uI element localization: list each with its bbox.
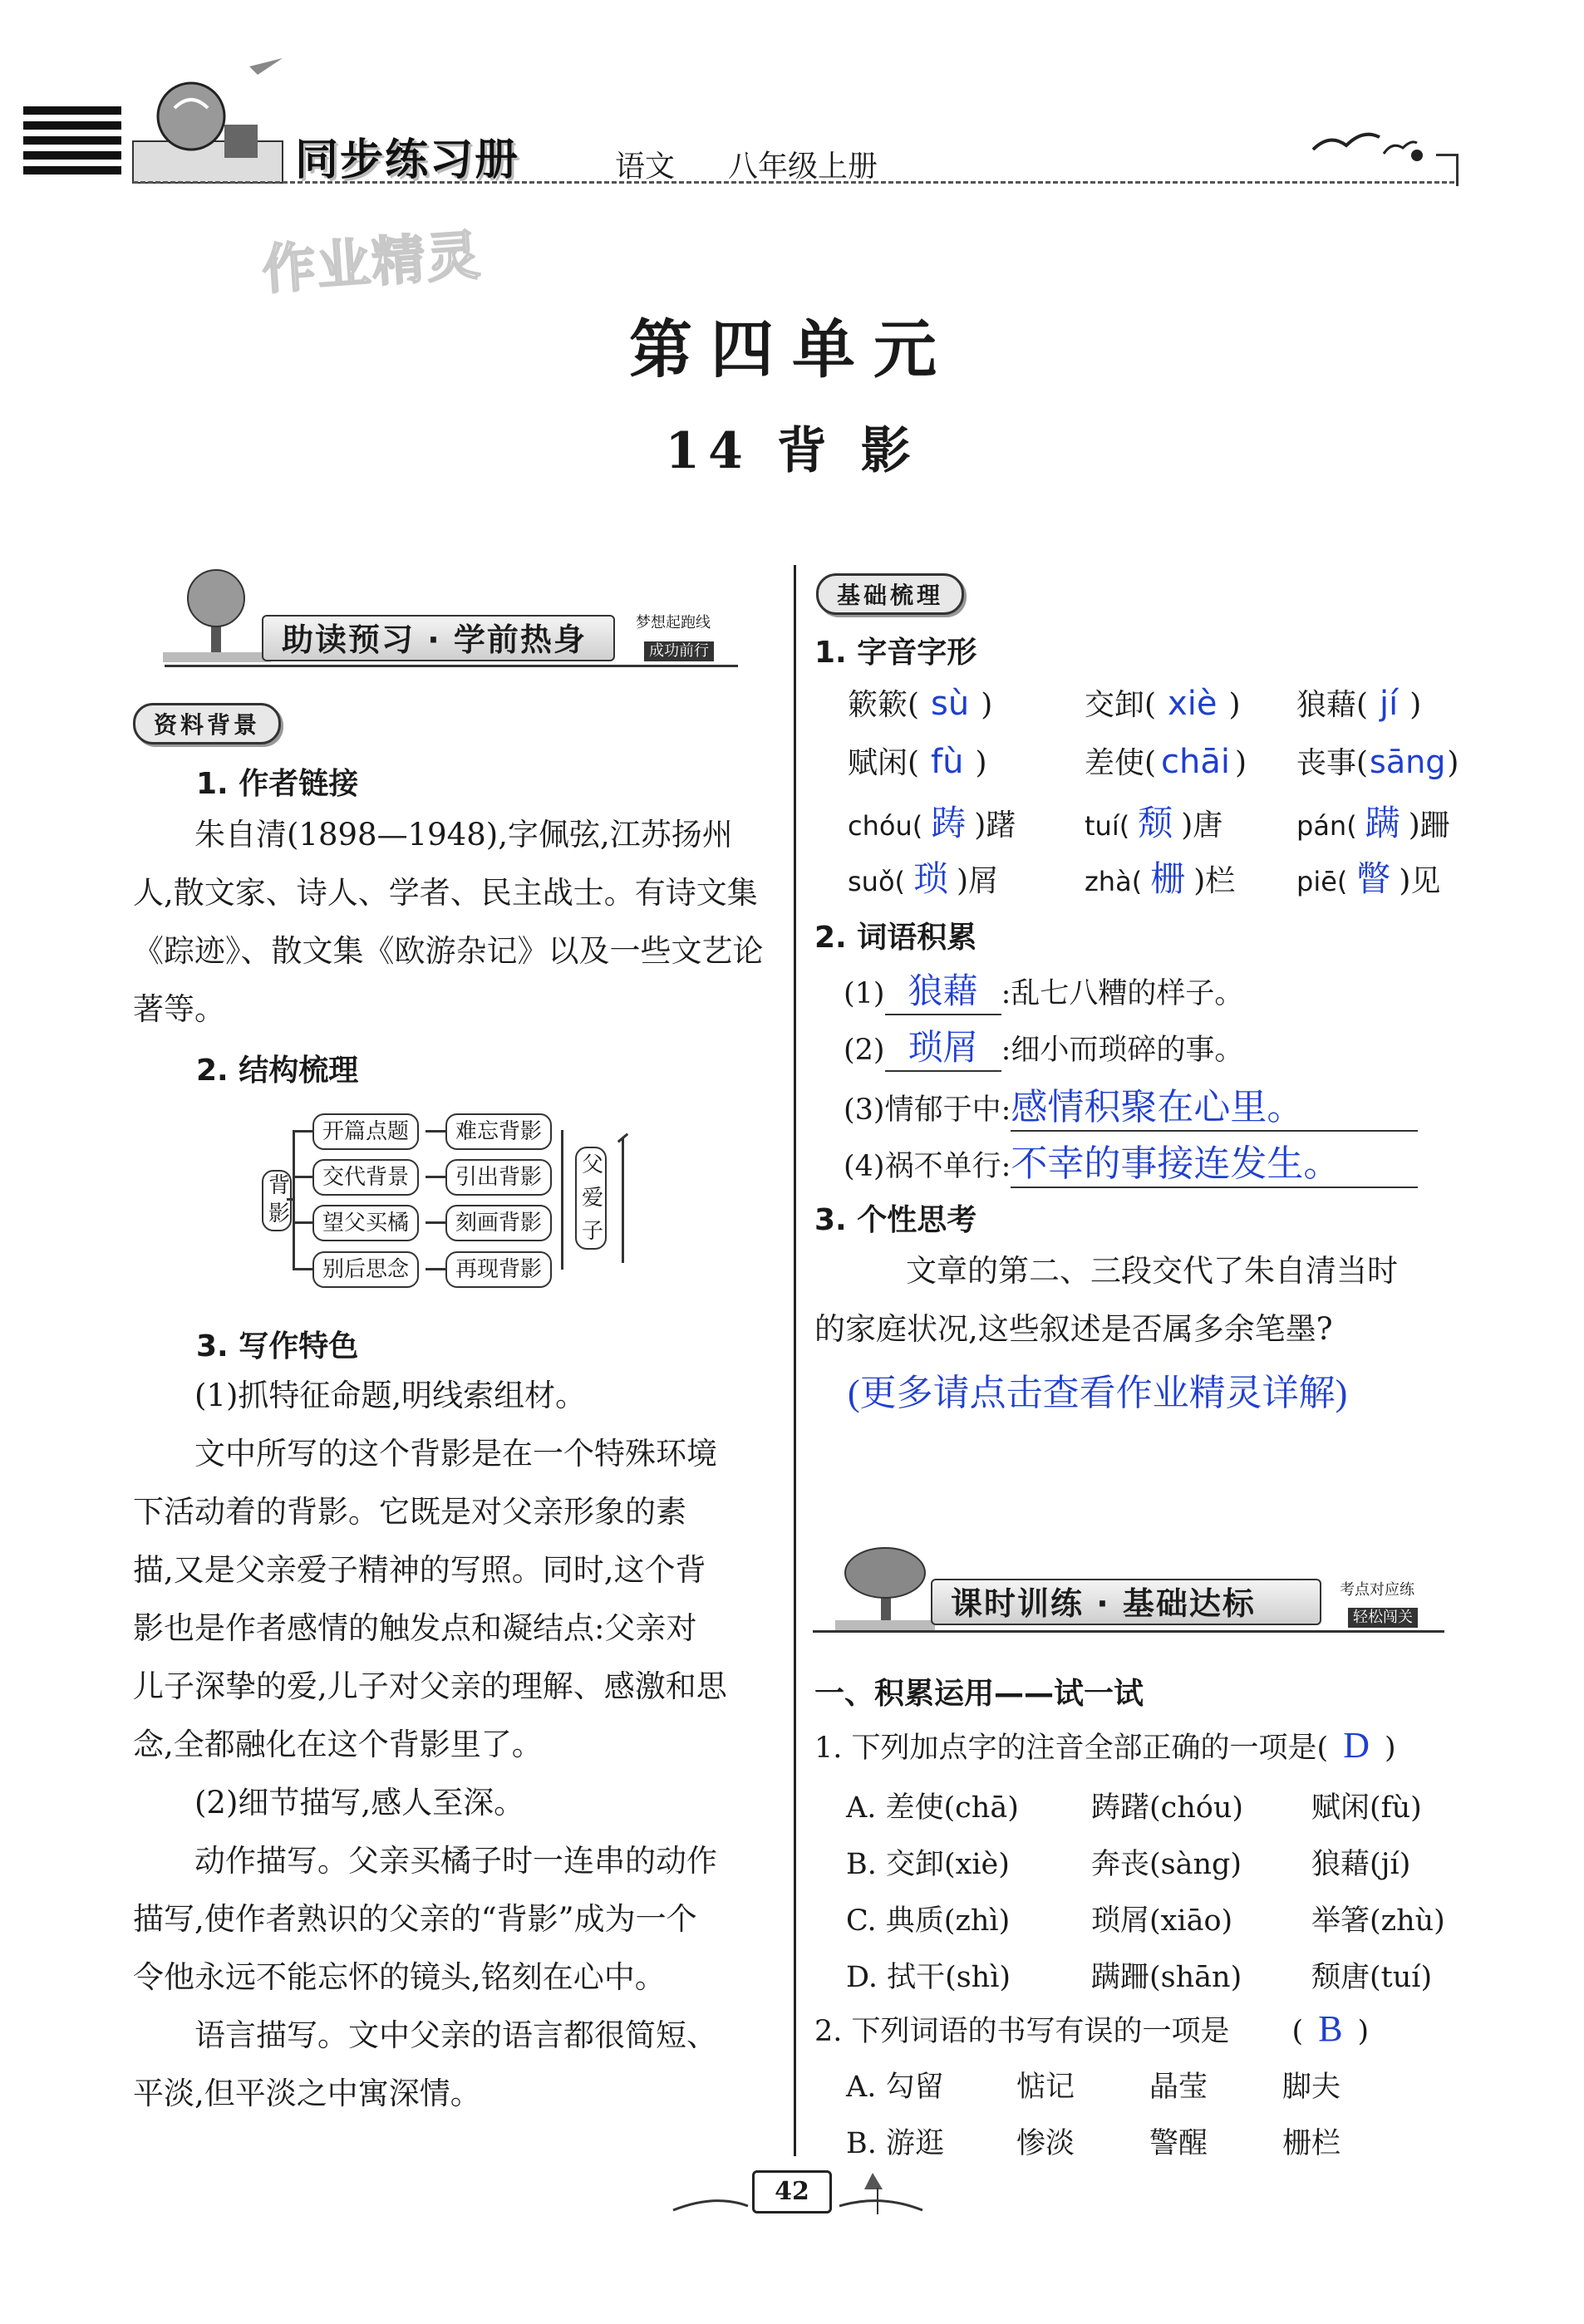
author-line: 朱自清(1898—1948),字佩弦,江苏扬州 <box>194 817 733 852</box>
mc2-option: 晶莹 <box>1149 2071 1208 2104</box>
zi-item: 差使( chāi ) <box>1085 743 1247 781</box>
zi-item: 丧事(sāng) <box>1296 744 1459 780</box>
header-dot-icon <box>1404 143 1429 168</box>
book-title: 同步练习册 <box>295 135 520 185</box>
zi-item: pán( 蹒 )跚 <box>1296 805 1450 843</box>
zi-item: zhà( 栅 )栏 <box>1085 861 1236 899</box>
page-number: 42 <box>752 2170 832 2213</box>
column-divider <box>794 565 796 2156</box>
mc1-option: C. 典质(zhì) <box>846 1904 1011 1938</box>
mc1-stem: 1. 下列加点字的注音全部正确的一项是( D ) <box>814 1725 1396 1766</box>
preview-banner <box>262 615 615 661</box>
tree-icon <box>835 1541 935 1633</box>
training-banner <box>931 1579 1321 1625</box>
diagram-right-root: 父爱子 <box>575 1147 607 1250</box>
header-bracket <box>1436 154 1459 186</box>
mc2-stem: 2. 下列词语的书写有误的一项是 ( B ) <box>814 2008 1370 2049</box>
features-line: 念,全都融化在这个背影里了。 <box>133 1727 543 1762</box>
diagram-left-item: 交代背景 <box>312 1159 419 1196</box>
thinking-answer-link[interactable]: (更多请点击查看作业精灵详解) <box>848 1373 1348 1413</box>
mc2-option: 脚夫 <box>1282 2071 1341 2104</box>
features-line: 平淡,但平淡之中寓深情。 <box>133 2076 481 2111</box>
preview-banner-title: 助读预习 · 学前热身 <box>282 622 587 658</box>
diagram-left-item: 别后思念 <box>312 1251 419 1288</box>
zi-item: 狼藉( jí ) <box>1296 685 1422 723</box>
ci-item: (3)情郁于中:感情积聚在心里。 <box>844 1077 1418 1132</box>
author-line: 《踪迹》、散文集《欧游杂记》以及一些文艺论 <box>133 933 764 969</box>
features-line: 描写,使作者熟识的父亲的“背影”成为一个 <box>133 1901 697 1937</box>
diagram-right-item: 难忘背影 <box>445 1113 552 1150</box>
banner-rule <box>165 665 738 667</box>
ci-item: (2) 琐屑 :细小而琐碎的事。 <box>844 1020 1243 1072</box>
structure-heading: 2. 结构梳理 <box>196 1054 359 1088</box>
basics-chip: 基础梳理 <box>816 573 964 615</box>
author-heading: 1. 作者链接 <box>196 767 359 801</box>
zi-heading: 1. 字音字形 <box>814 636 977 670</box>
zi-item: 赋闲( fù ) <box>848 743 987 781</box>
author-line: 人,散文家、诗人、学者、民主战士。有诗文集 <box>133 875 758 911</box>
features-line: (2)细节描写,感人至深。 <box>194 1785 525 1820</box>
mc1-option: 颓唐(tuí) <box>1311 1961 1433 1994</box>
features-line: 影也是作者感情的触发点和凝结点:父亲对 <box>133 1610 697 1646</box>
zi-item: chóu( 踌 )躇 <box>848 805 1016 843</box>
mc1-answer: D <box>1343 1725 1370 1766</box>
structure-diagram <box>249 1105 648 1296</box>
grade-label: 八年级上册 <box>728 150 878 184</box>
subject-label: 语文 <box>615 150 676 184</box>
training-banner-sub1: 考点对应练 <box>1340 1581 1414 1599</box>
mc2-option: A. 勾留 <box>846 2071 944 2104</box>
ci-heading: 2. 词语积累 <box>814 921 977 955</box>
features-line: 文中所写的这个背影是在一个特殊环境 <box>194 1436 717 1472</box>
zi-item: piē( 瞥 )见 <box>1296 861 1441 899</box>
preview-banner-sub1: 梦想起跑线 <box>636 614 711 631</box>
mc1-option: B. 交卸(xiè) <box>846 1848 1010 1881</box>
zi-item: 交卸( xiè ) <box>1085 685 1241 723</box>
diagram-left-item: 望父买橘 <box>312 1205 419 1241</box>
preview-banner-sub2: 成功前行 <box>644 641 714 661</box>
diagram-right-item: 刻画背影 <box>445 1205 552 1241</box>
mc2-answer: B <box>1318 2008 1343 2049</box>
tree-icon <box>163 565 271 665</box>
thinking-line: 文章的第二、三段交代了朱自清当时 <box>906 1253 1398 1289</box>
mc2-option: 惦记 <box>1016 2071 1075 2104</box>
features-paragraph <box>133 1367 781 2123</box>
features-line: 描,又是父亲爱子精神的写照。同时,这个背 <box>133 1552 706 1588</box>
diagram-right-item: 再现背影 <box>445 1251 552 1288</box>
mc2-option: B. 游逛 <box>846 2127 944 2160</box>
header-divider <box>133 181 1454 184</box>
banner-rule <box>813 1630 1444 1633</box>
mc2-option: 栅栏 <box>1282 2127 1341 2160</box>
diagram-left-item: 开篇点题 <box>312 1113 419 1150</box>
ci-item: (4)祸不单行:不幸的事接连发生。 <box>844 1133 1418 1188</box>
header-ornament-icon <box>125 58 291 191</box>
mc1-option: 蹒跚(shān) <box>1091 1961 1242 1994</box>
diagram-right-item: 引出背影 <box>445 1159 552 1196</box>
features-heading: 3. 写作特色 <box>196 1329 359 1363</box>
features-line: 下活动着的背影。它既是对父亲形象的素 <box>133 1494 686 1530</box>
thinking-paragraph <box>814 1242 1479 1359</box>
author-line: 著等。 <box>133 991 225 1027</box>
zi-item: tuí( 颓 )唐 <box>1085 805 1223 843</box>
unit-title: 第四单元 <box>629 312 955 386</box>
mc1-option: D. 拭干(shì) <box>846 1961 1011 1994</box>
mc2-option: 惨淡 <box>1016 2127 1075 2160</box>
author-paragraph <box>133 806 781 1039</box>
lesson-title: 14 背 影 <box>665 422 919 480</box>
training-banner-title: 课时训练 · 基础达标 <box>951 1585 1256 1622</box>
zi-item: suǒ( 琐 )屑 <box>848 861 999 899</box>
features-line: 语言描写。文中父亲的语言都很简短、 <box>194 2017 717 2053</box>
mc1-option: 踌躇(chóu) <box>1091 1791 1244 1825</box>
part1-heading: 一、积累运用——试一试 <box>814 1677 1144 1711</box>
mc1-option: 琐屑(xiāo) <box>1091 1904 1233 1938</box>
mc2-option: 警醒 <box>1149 2127 1208 2160</box>
mc1-option: 狼藉(jí) <box>1311 1848 1411 1881</box>
features-line: 令他永远不能忘怀的镜头,铭刻在心中。 <box>133 1959 666 1995</box>
watermark: 作业精灵 <box>260 224 484 302</box>
mc1-option: A. 差使(chā) <box>846 1791 1019 1825</box>
features-line: 动作描写。父亲买橘子时一连串的动作 <box>194 1843 717 1879</box>
features-line: (1)抓特征命题,明线索组材。 <box>194 1378 587 1413</box>
header-stripes <box>23 106 121 193</box>
mc1-option: 举箸(zhù) <box>1311 1904 1445 1938</box>
background-chip: 资料背景 <box>133 703 281 744</box>
birds-icon <box>1305 116 1421 166</box>
thinking-heading: 3. 个性思考 <box>814 1203 977 1237</box>
training-banner-sub2: 轻松闯关 <box>1348 1608 1418 1628</box>
zi-item: 簌簌( sù ) <box>848 685 993 723</box>
mc1-option: 奔丧(sàng) <box>1091 1848 1242 1881</box>
thinking-line: 的家庭状况,这些叙述是否属多余笔墨? <box>814 1311 1333 1347</box>
mc1-option: 赋闲(fù) <box>1311 1791 1422 1825</box>
features-line: 儿子深挚的爱,儿子对父亲的理解、感激和思 <box>133 1668 727 1704</box>
ci-item: (1) 狼藉 :乱七八糟的样子。 <box>844 964 1243 1015</box>
diagram-root: 背影 <box>262 1170 292 1231</box>
